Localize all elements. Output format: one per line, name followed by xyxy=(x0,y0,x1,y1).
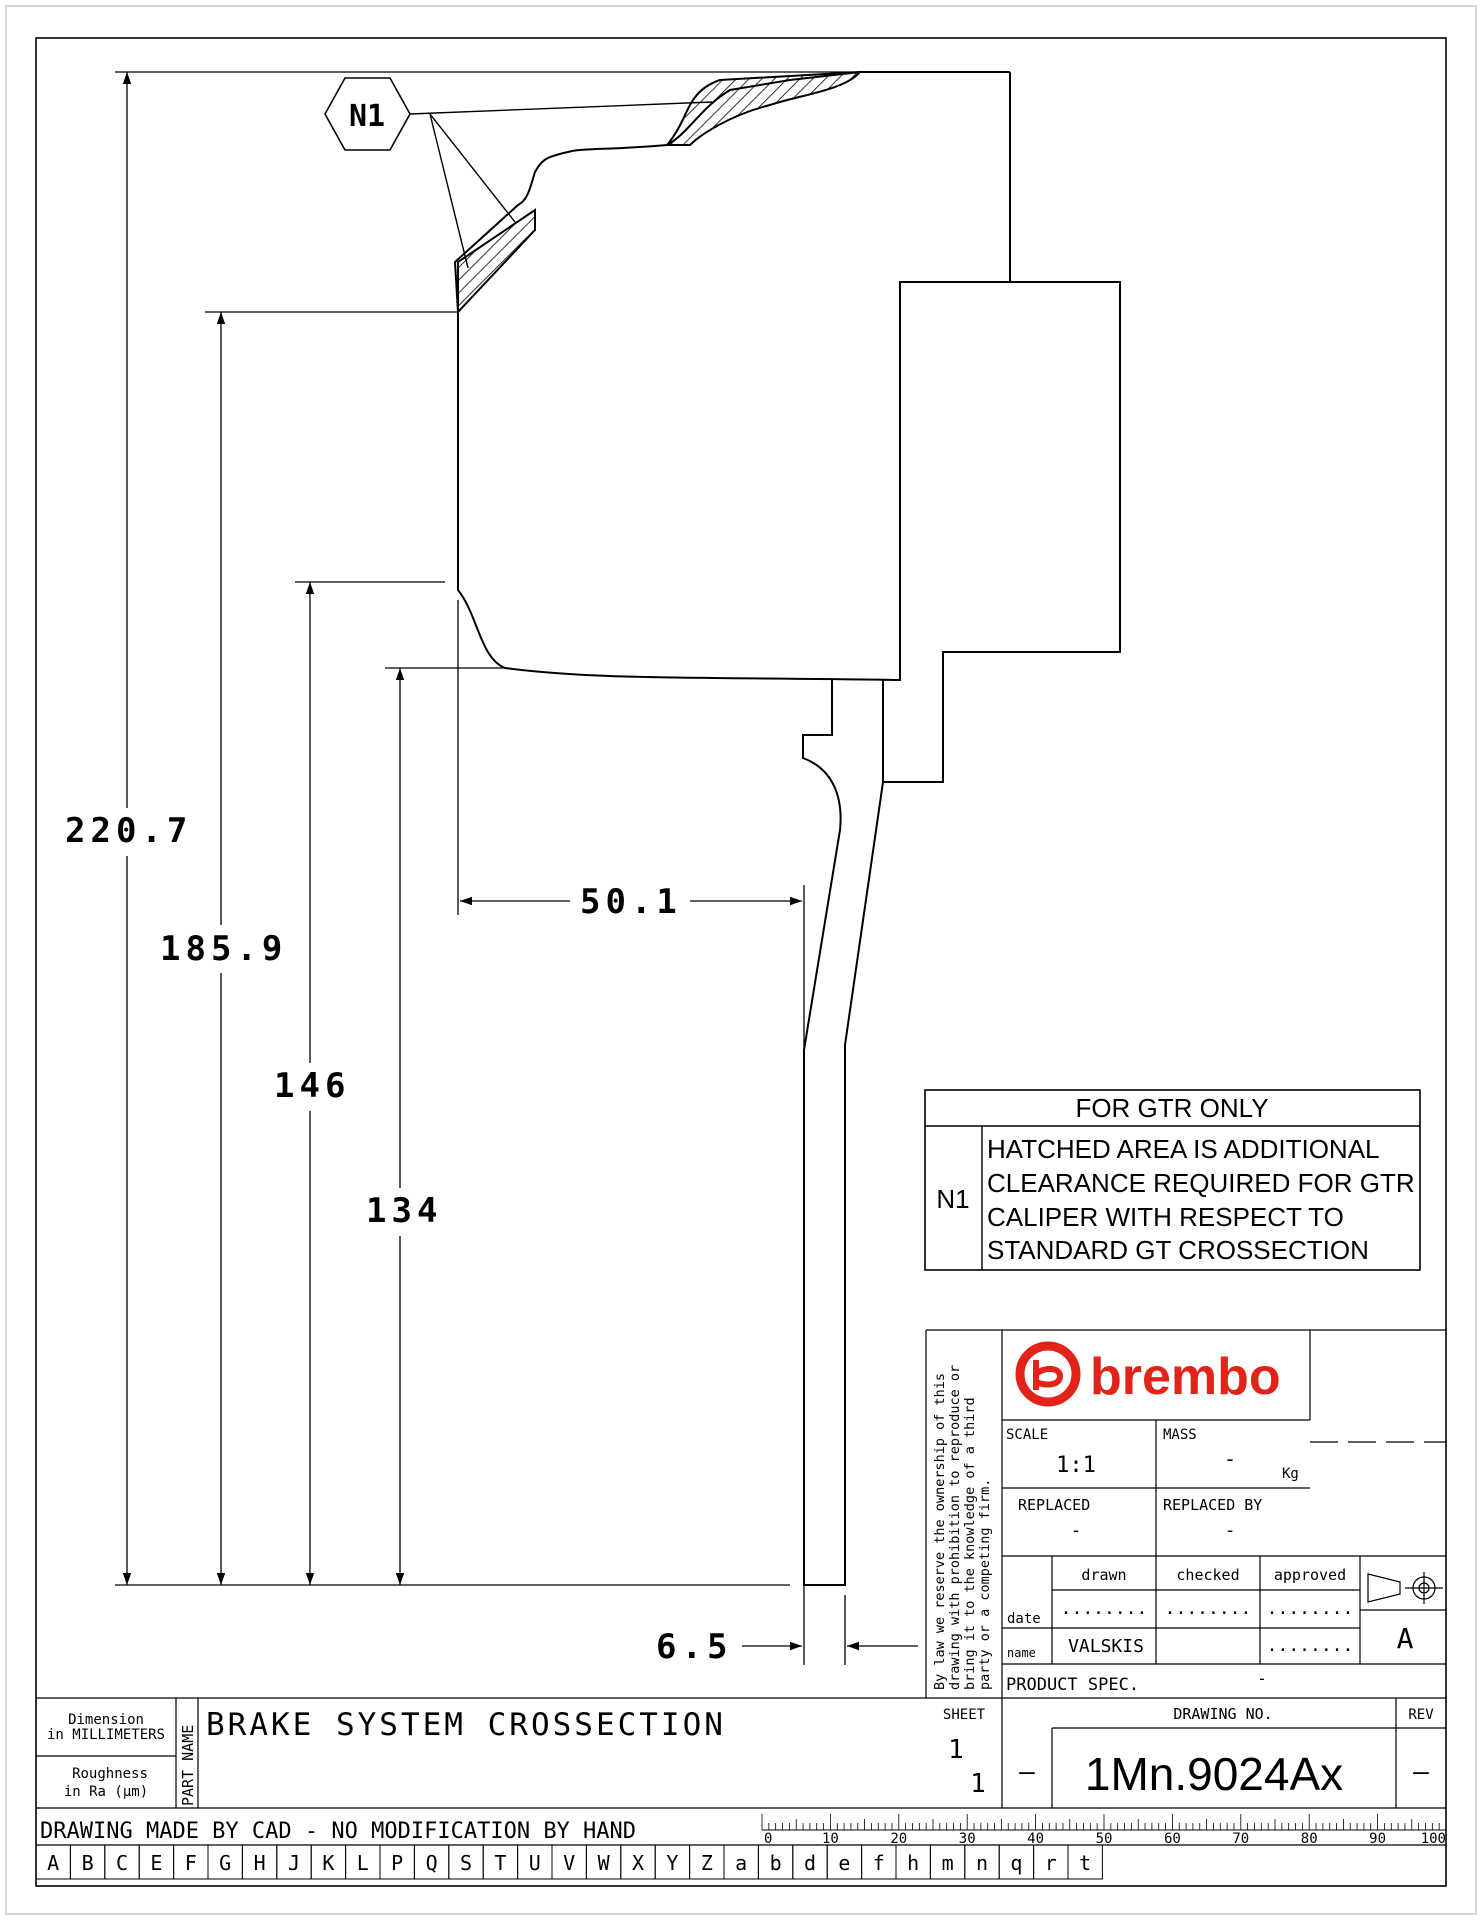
ruler-label: 20 xyxy=(890,1831,908,1847)
drawing-number: 1Mn.9024Ax xyxy=(1084,1748,1344,1800)
ruler-label: 70 xyxy=(1232,1831,1250,1847)
dim-height-3: 146 xyxy=(274,1066,351,1106)
dimension-label-1: Dimension xyxy=(68,1712,144,1728)
dim-width-offset: 50.1 xyxy=(580,882,682,922)
letter-cell-label: F xyxy=(184,1851,197,1875)
dim-height-4: 134 xyxy=(366,1191,443,1231)
note-line-1: HATCHED AREA IS ADDITIONAL xyxy=(987,1134,1380,1164)
date-drawn-dots: ........ xyxy=(1060,1598,1148,1619)
replaced-by-label: REPLACED BY xyxy=(1163,1496,1263,1514)
brembo-logo xyxy=(1020,1346,1281,1406)
dimension-lines xyxy=(127,72,918,1646)
note-line-4: STANDARD GT CROSSECTION xyxy=(987,1235,1369,1265)
sheet-number: 1 xyxy=(948,1735,964,1765)
letter-cell-label: e xyxy=(838,1851,851,1875)
letter-cell-label: L xyxy=(356,1851,369,1875)
date-checked-dots: ........ xyxy=(1164,1598,1252,1619)
drawn-name: VALSKIS xyxy=(1068,1636,1144,1657)
mass-unit: Kg xyxy=(1282,1466,1299,1482)
dimension-label-2: in MILLIMETERS xyxy=(46,1727,166,1743)
letter-cell-label: b xyxy=(769,1851,782,1875)
mass-label: MASS xyxy=(1163,1427,1197,1443)
product-spec-value: - xyxy=(1257,1669,1267,1688)
ruler-label: 60 xyxy=(1163,1831,1181,1847)
roughness-label-1: Roughness xyxy=(72,1766,148,1782)
svg-text:drawing with prohibition to re: drawing with prohibition to reproduce or xyxy=(947,1364,963,1690)
scale-ruler xyxy=(762,1814,1446,1847)
dimension-labels xyxy=(60,808,732,1667)
wheel-rim-profile xyxy=(455,72,1120,782)
name-label: name xyxy=(1007,1646,1036,1660)
revision-letter: A xyxy=(1396,1622,1414,1655)
svg-text:bring it to the knowledge of a: bring it to the knowledge of a third xyxy=(962,1397,978,1690)
title-block-text xyxy=(40,1427,1434,1844)
date-label: date xyxy=(1007,1611,1041,1627)
part-name: BRAKE SYSTEM CROSSECTION xyxy=(206,1707,726,1743)
brembo-wordmark: brembo xyxy=(1090,1348,1281,1406)
letter-cell-label: h xyxy=(907,1851,920,1875)
letter-cell-label: X xyxy=(631,1851,645,1875)
letter-cell-label: f xyxy=(872,1851,885,1875)
hatched-clearance-top xyxy=(667,72,860,145)
letter-cell-label: G xyxy=(219,1851,232,1875)
product-spec-label: PRODUCT SPEC. xyxy=(1006,1675,1140,1695)
note-line-3: CALIPER WITH RESPECT TO xyxy=(987,1202,1344,1232)
letter-cell-label: t xyxy=(1079,1851,1092,1875)
letter-cell-label: r xyxy=(1044,1851,1057,1875)
letter-cell-label: K xyxy=(322,1851,335,1875)
letter-cell-label: a xyxy=(735,1851,748,1875)
letter-cell-label: W xyxy=(597,1851,610,1875)
note-tag: N1 xyxy=(936,1184,970,1214)
rev-label: REV xyxy=(1408,1707,1434,1723)
sheet-total: 1 xyxy=(970,1769,986,1799)
replaced-label: REPLACED xyxy=(1018,1496,1091,1514)
sheet-label: SHEET xyxy=(942,1707,986,1723)
drawn-label: drawn xyxy=(1081,1566,1127,1584)
name-approved-dots: ........ xyxy=(1266,1635,1354,1656)
rotor-hat-profile xyxy=(803,680,883,1585)
ruler-label: 10 xyxy=(821,1831,839,1847)
checked-label: checked xyxy=(1176,1566,1240,1584)
extension-lines xyxy=(115,72,860,1665)
letter-cell-label: E xyxy=(150,1851,163,1875)
letter-cell-label: Y xyxy=(666,1851,679,1875)
replaced-by-value: - xyxy=(1224,1520,1236,1541)
ruler-label: 0 xyxy=(764,1831,773,1847)
letter-cell-label: J xyxy=(287,1851,301,1875)
letter-cell-label: P xyxy=(391,1851,404,1875)
cad-note: DRAWING MADE BY CAD - NO MODIFICATION BY HAND xyxy=(40,1819,637,1844)
approved-label: approved xyxy=(1273,1566,1347,1584)
letter-cell-label: U xyxy=(528,1851,541,1875)
letter-cell-label: T xyxy=(494,1851,507,1875)
svg-text:party or a competing firm.: party or a competing firm. xyxy=(977,1478,993,1690)
ruler-label: 100 xyxy=(1420,1831,1446,1847)
part-name-label: PART NAME xyxy=(179,1724,197,1806)
letter-cell-label: S xyxy=(459,1851,473,1875)
letter-cell-label: q xyxy=(1010,1851,1023,1875)
rev-value: — xyxy=(1413,1757,1429,1787)
letter-cell-label: Z xyxy=(700,1851,713,1875)
letter-cell-label: Q xyxy=(425,1851,438,1875)
letter-cell-label: d xyxy=(803,1851,817,1875)
letter-cell-label: H xyxy=(253,1851,266,1875)
drawing-no-label: DRAWING NO. xyxy=(1173,1705,1273,1723)
n1-callout-label: N1 xyxy=(348,99,386,134)
roughness-label-2: in Ra (μm) xyxy=(63,1784,149,1800)
letter-cell-label: C xyxy=(115,1851,129,1875)
sheet-dash: — xyxy=(1019,1757,1035,1787)
projection-symbol-icon xyxy=(1368,1572,1443,1604)
ownership-notice xyxy=(932,1365,993,1690)
ruler-label: 40 xyxy=(1027,1831,1045,1847)
ruler-label: 80 xyxy=(1300,1831,1318,1847)
dim-height-2: 185.9 xyxy=(160,929,288,969)
mass-value: - xyxy=(1223,1447,1237,1471)
replaced-value: - xyxy=(1070,1520,1082,1541)
date-approved-dots: ........ xyxy=(1266,1598,1354,1619)
ruler-label: 90 xyxy=(1369,1831,1387,1847)
dim-overall-height: 220.7 xyxy=(65,811,193,851)
dim-disc-thickness: 6.5 xyxy=(656,1627,733,1667)
grid-letter-row xyxy=(36,1845,1102,1879)
ruler-label: 30 xyxy=(958,1831,976,1847)
letter-cell-label: B xyxy=(81,1851,94,1875)
letter-cell-label: n xyxy=(975,1851,989,1875)
svg-text:By law we reserve the ownershi: By law we reserve the ownership of this xyxy=(932,1373,948,1690)
gtr-note-box xyxy=(925,1090,1420,1270)
scale-label: SCALE xyxy=(1006,1427,1049,1443)
letter-cell-label: A xyxy=(47,1851,60,1875)
ruler-label: 50 xyxy=(1095,1831,1113,1847)
letter-cell-label: m xyxy=(941,1851,954,1875)
note-line-2: CLEARANCE REQUIRED FOR GTR xyxy=(987,1168,1415,1198)
letter-cell-label: V xyxy=(563,1851,576,1875)
scale-value: 1:1 xyxy=(1056,1453,1096,1478)
note-header: FOR GTR ONLY xyxy=(1075,1093,1269,1123)
